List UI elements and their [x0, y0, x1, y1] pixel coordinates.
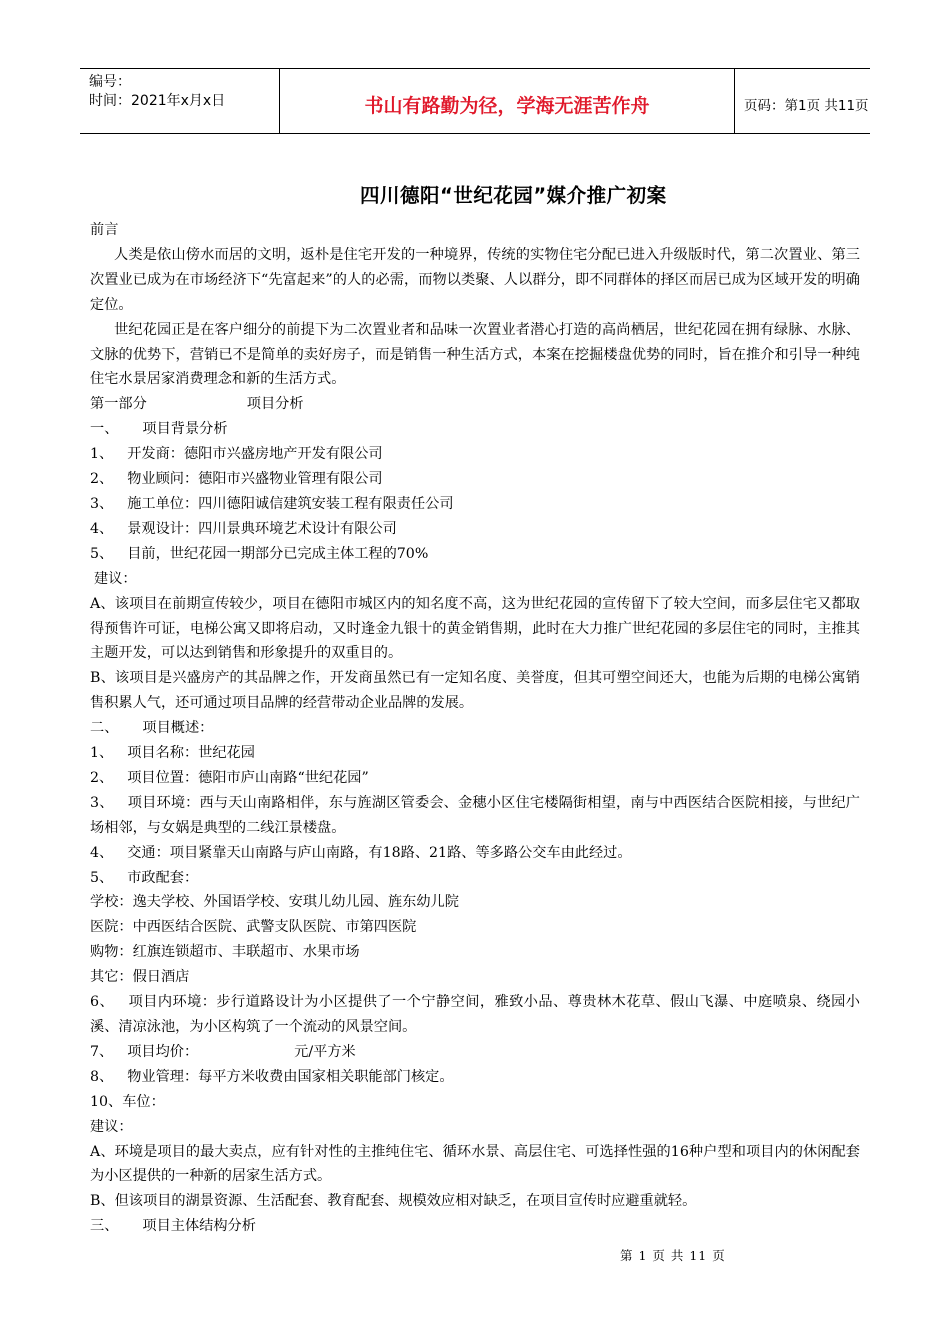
item-num: 3、 — [90, 495, 114, 512]
list-item — [90, 766, 860, 791]
hospitals-line: 医院：中西医结合医院、武警支队医院、市第四医院 — [90, 919, 417, 936]
item-text: 交通：项目紧靠天山南路与庐山南路，有18路、21路、等多路公交车由此经过。 — [127, 844, 632, 861]
section1-num: 一、 — [90, 421, 119, 438]
section1-suggest-label: 建议： — [94, 570, 137, 587]
item-num: 5、 — [90, 545, 114, 562]
list-item — [90, 542, 860, 567]
other-line: 其它：假日酒店 — [90, 969, 190, 986]
preface-heading: 前言 — [90, 222, 119, 238]
item-num: 2、 — [90, 471, 114, 488]
list-item — [90, 791, 860, 841]
section2-suggest-b: B、但该项目的湖景资源、生活配套、教育配套、规模效应相对缺乏，在项目宣传时应避重就轻。 — [90, 1193, 697, 1210]
list-item — [90, 841, 860, 866]
preface-paragraph-2: 世纪花园正是在客户细分的前提下为二次置业者和品味一次置业者潜心打造的高尚栖居，世纪花园在拥有绿脉、水脉、文脉的优势下，营销已不是简单的卖好房子，而是销售一种生活方式，本案在挖掘楼盘优势的同时，旨在推介和引导一种纯住宅水景居家消费理念和新的生活方式。 — [90, 321, 860, 388]
page-header — [80, 68, 870, 134]
section2-heading — [90, 716, 860, 741]
number-label: 编号： — [89, 74, 131, 90]
preface-paragraph-1: 人类是依山傍水而居的文明，返朴是住宅开发的一种境界，传统的实物住宅分配已进入升级版时代，第二次置业、第三次置业已成为在市场经济下“先富起来”的人的必需，而物以类聚、人以群分，即不同群体的择区而居已成为区域开发的明确定位。 — [90, 246, 860, 313]
item-num: 3、 — [90, 794, 114, 811]
list-item — [90, 741, 860, 766]
section2-suggest-label: 建议： — [90, 1118, 133, 1135]
schools-line: 学校：逸夫学校、外国语学校、安琪儿幼儿园、旌东幼儿院 — [90, 894, 459, 911]
list-item — [90, 467, 860, 492]
section1-title: 项目背景分析 — [142, 421, 228, 438]
item-text: 市政配套： — [127, 869, 199, 886]
item-num: 7、 — [90, 1043, 114, 1060]
time-label: 时间：2021年x月x日 — [89, 93, 226, 109]
list-item — [90, 492, 860, 517]
item-text: 景观设计：四川景典环境艺术设计有限公司 — [127, 520, 397, 537]
item-text: 开发商：德阳市兴盛房地产开发有限公司 — [127, 446, 383, 463]
section2-title: 项目概述： — [142, 720, 214, 737]
list-item — [90, 866, 860, 891]
parking-line: 10、车位： — [90, 1093, 165, 1110]
section3-heading — [90, 1214, 860, 1239]
item-text: 物业管理：每平方米收费由国家相关职能部门核定。 — [127, 1068, 454, 1085]
part-heading — [90, 392, 860, 417]
item-num: 4、 — [90, 844, 114, 861]
part-label: 第一部分 — [90, 396, 147, 413]
header-motto: 书山有路勤为径，学海无涯苦作舟 — [280, 69, 735, 133]
section1-suggest-a: A、该项目在前期宣传较少，项目在德阳市城区内的知名度不高，这为世纪花园的宣传留下了较大空间，而多层住宅又都取得预售许可证，电梯公寓又即将启动，又时逢金九银十的黄金销售期，此时在大力推广世纪花园的多层住宅的同时，主推其主题开发，可以达到销售和形象提升的双重目的。 — [90, 595, 860, 662]
item-num: 2、 — [90, 769, 114, 786]
page-footer: 第 1 页 共 11 页 — [620, 1248, 726, 1263]
item-num: 5、 — [90, 869, 114, 886]
section1-suggest-b: B、该项目是兴盛房产的其品牌之作，开发商虽然已有一定知名度、美誉度，但其可塑空间还大，也能为后期的电梯公寓销售积累人气，还可通过项目品牌的经营带动企业品牌的发展。 — [90, 670, 860, 712]
section3-title: 项目主体结构分析 — [142, 1218, 256, 1235]
list-item — [90, 1065, 860, 1090]
section3-num: 三、 — [90, 1218, 119, 1235]
part-name: 项目分析 — [246, 396, 304, 413]
header-page-number: 页码：第1页 共11页 — [744, 98, 869, 114]
section1-heading — [90, 417, 860, 442]
header-meta — [80, 69, 280, 133]
item-num: 4、 — [90, 520, 114, 537]
item-text: 项目名称：世纪花园 — [127, 745, 255, 762]
item-text: 项目内环境：步行道路设计为小区提供了一个宁静空间，雅致小品、尊贵林木花草、假山飞瀑、中庭喷泉、绕园小溪、清凉泳池，为小区构筑了一个流动的风景空间。 — [90, 994, 860, 1035]
shopping-line: 购物：红旗连锁超市、丰联超市、水果市场 — [90, 944, 360, 961]
document-title: 四川德阳“世纪花园”媒介推广初案 — [360, 184, 667, 207]
item-num: 8、 — [90, 1068, 114, 1085]
item-num: 1、 — [90, 745, 114, 762]
list-item — [90, 517, 860, 542]
item-text: 施工单位：四川德阳诚信建筑安装工程有限责任公司 — [127, 495, 454, 512]
item-text: 项目均价： — [127, 1043, 199, 1060]
item-text: 物业顾问：德阳市兴盛物业管理有限公司 — [127, 471, 383, 488]
item-text: 项目位置：德阳市庐山南路“世纪花园” — [127, 769, 369, 786]
list-item — [90, 990, 860, 1040]
section2-num: 二、 — [90, 720, 119, 737]
item-text: 目前，世纪花园一期部分已完成主体工程的70% — [127, 545, 429, 562]
item-text: 项目环境：西与天山南路相伴，东与旌湖区管委会、金穗小区住宅楼隔街相望，南与中西医结合医院相接，与世纪广场相邻，与女娲是典型的二线江景楼盘。 — [90, 794, 860, 836]
list-item — [90, 1040, 860, 1065]
item-num: 1、 — [90, 446, 114, 463]
section2-suggest-a: A、环境是项目的最大卖点，应有针对性的主推纯住宅、循环水景、高层住宅、可选择性强的16种户型和项目内的休闲配套为小区提供的一种新的居家生活方式。 — [90, 1143, 860, 1185]
price-unit: 元/平方米 — [294, 1043, 356, 1060]
list-item — [90, 442, 860, 467]
item-num: 6、 — [90, 994, 115, 1011]
document-body — [90, 218, 860, 1239]
